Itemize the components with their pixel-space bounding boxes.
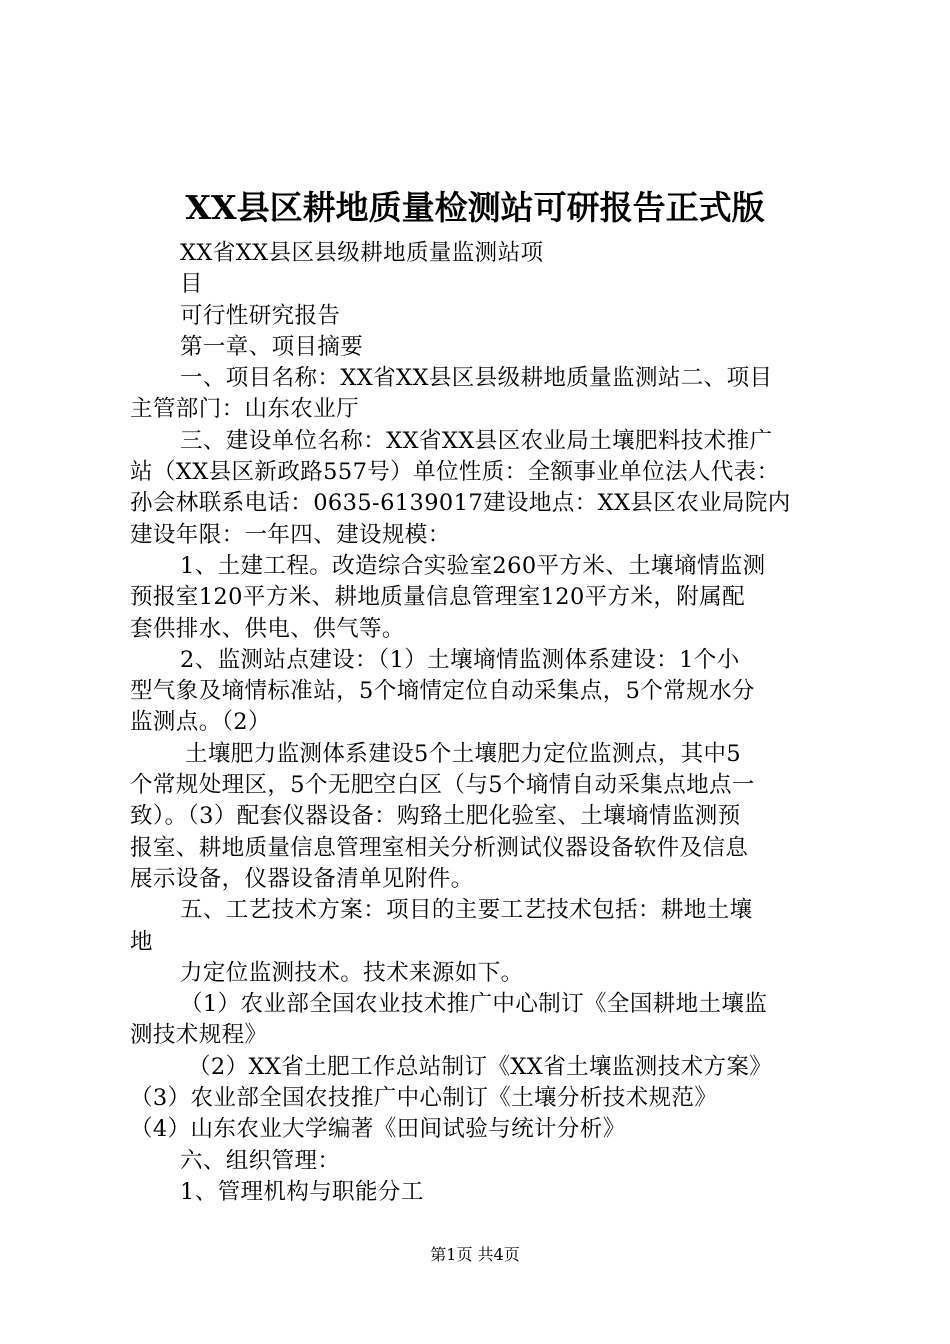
body-text-line: 套供排水、供电、供气等。 xyxy=(130,615,405,642)
body-text-line: 测技术规程》 xyxy=(130,1022,268,1049)
body-text-line: 个常规处理区，5个无肥空白区（与5个墒情自动采集点地点一 xyxy=(130,772,755,799)
body-text-line: 预报室120平方米、耕地质量信息管理室120平方米，附属配 xyxy=(130,584,745,611)
body-text-line: 土壤肥力监测体系建设5个土壤肥力定位监测点，其中5 xyxy=(185,740,742,767)
body-text-line: 孙会林联系电话：0635-6139017建设地点：XX县区农业局院内 xyxy=(130,490,791,517)
body-text-line: 六、组织管理： xyxy=(180,1147,341,1174)
body-text-line: 1、管理机构与职能分工 xyxy=(180,1178,424,1205)
document-title: XX县区耕地质量检测站可研报告正式版 xyxy=(185,188,765,227)
body-text-line: 站（XX县区新政路557号）单位性质：全额事业单位法人代表： xyxy=(130,459,780,486)
body-text-line: 监测点。（2） xyxy=(130,709,271,736)
body-text-line: 第一章、项目摘要 xyxy=(180,333,364,360)
body-text-line: 1、土建工程。改造综合实验室260平方米、土壤墒情监测 xyxy=(180,552,766,579)
body-text-line: 2、监测站点建设：（1）土壤墒情监测体系建设：1个小 xyxy=(180,646,740,673)
body-text-line: （3）农业部全国农技推广中心制订《土壤分析技术规范》 xyxy=(130,1085,718,1112)
body-text-line: 报室、耕地质量信息管理室相关分析测试仪器设备软件及信息 xyxy=(130,834,749,861)
body-text-line: 三、建设单位名称：XX省XX县区农业局土壤肥料技术推广 xyxy=(180,427,773,454)
body-text-line: （1）农业部全国农业技术推广中心制订《全国耕地土壤监 xyxy=(180,991,768,1018)
body-text-line: XX省XX县区县级耕地质量监测站项 xyxy=(180,240,544,266)
body-text-line: 地 xyxy=(130,928,153,955)
body-text-line: 展示设备，仪器设备清单见附件。 xyxy=(130,865,474,892)
body-text-line: 五、工艺技术方案：项目的主要工艺技术包括：耕地土壤 xyxy=(180,897,753,924)
body-text-line: 致）。（3）配套仪器设备：购臵土肥化验室、土壤墒情监测预 xyxy=(130,803,741,830)
document-body xyxy=(130,238,834,1208)
body-text-line: 型气象及墒情标准站，5个墒情定位自动采集点，5个常规水分 xyxy=(130,678,755,705)
body-text-line: （2）XX省土肥工作总站制订《XX省土壤监测技术方案》 xyxy=(188,1053,773,1080)
body-text-line: 主管部门：山东农业厅 xyxy=(130,396,360,423)
body-text-line: 力定位监测技术。技术来源如下。 xyxy=(180,959,524,986)
body-text-line: 建设年限：一年四、建设规模： xyxy=(130,521,451,548)
page-footer: 第1页 共4页 xyxy=(430,1245,520,1264)
body-text-line: 一、项目名称：XX省XX县区县级耕地质量监测站二、项目 xyxy=(180,365,773,392)
body-text-line: （4）山东农业大学编著《田间试验与统计分析》 xyxy=(130,1116,626,1143)
body-text-line: 可行性研究报告 xyxy=(180,302,341,329)
body-text-line: 目 xyxy=(180,271,203,298)
